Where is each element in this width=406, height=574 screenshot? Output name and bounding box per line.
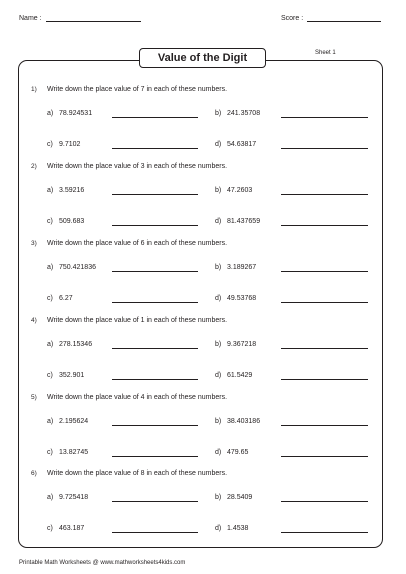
item-number: 13.82745 [59, 449, 89, 456]
item-number: 61.5429 [227, 372, 253, 379]
item-label: b) [215, 110, 222, 117]
item-label: c) [47, 449, 53, 456]
item-label: d) [215, 141, 222, 148]
answer-line[interactable] [281, 117, 368, 118]
item-label: a) [47, 494, 54, 501]
item-label: c) [47, 295, 53, 302]
answer-line[interactable] [112, 348, 198, 349]
question-number: 6) [31, 470, 37, 477]
answer-line[interactable] [112, 117, 198, 118]
item-number: 81.437659 [227, 218, 261, 225]
item-label: b) [215, 418, 222, 425]
item-number: 78.924531 [59, 110, 93, 117]
answer-line[interactable] [112, 148, 198, 149]
question-prompt: Write down the place value of 7 in each of these numbers. [47, 86, 228, 93]
item-label: b) [215, 494, 222, 501]
answer-line[interactable] [281, 532, 368, 533]
question-4 [0, 317, 406, 393]
item-number: 352.901 [59, 372, 85, 379]
question-number: 3) [31, 240, 37, 247]
question-prompt: Write down the place value of 4 in each of these numbers. [47, 394, 228, 401]
sheet-label: Sheet 1 [315, 50, 336, 56]
item-number: 28.5409 [227, 494, 253, 501]
item-number: 54.63817 [227, 141, 257, 148]
item-label: a) [47, 341, 54, 348]
worksheet-title: Value of the Digit [139, 48, 266, 68]
question-2 [0, 163, 406, 239]
item-label: d) [215, 372, 222, 379]
item-label: b) [215, 187, 222, 194]
answer-line[interactable] [281, 148, 368, 149]
name-row [19, 13, 141, 22]
item-label: d) [215, 295, 222, 302]
answer-line[interactable] [281, 302, 368, 303]
item-label: d) [215, 525, 222, 532]
item-label: c) [47, 525, 53, 532]
question-prompt: Write down the place value of 6 in each of these numbers. [47, 240, 228, 247]
item-label: a) [47, 264, 54, 271]
question-5 [0, 394, 406, 470]
answer-line[interactable] [112, 225, 198, 226]
question-prompt: Write down the place value of 1 in each of these numbers. [47, 317, 228, 324]
answer-line[interactable] [112, 532, 198, 533]
item-number: 2.195624 [59, 418, 89, 425]
score-row [281, 13, 381, 22]
item-label: b) [215, 264, 222, 271]
item-label: a) [47, 187, 54, 194]
score-field[interactable] [307, 13, 381, 22]
item-number: 1.4538 [227, 525, 249, 532]
item-number: 278.15346 [59, 341, 93, 348]
question-number: 2) [31, 163, 37, 170]
answer-line[interactable] [281, 456, 368, 457]
item-label: d) [215, 449, 222, 456]
question-number: 5) [31, 394, 37, 401]
item-number: 9.725418 [59, 494, 89, 501]
item-label: c) [47, 218, 53, 225]
item-label: d) [215, 218, 222, 225]
item-number: 38.403186 [227, 418, 261, 425]
item-number: 241.35708 [227, 110, 261, 117]
item-label: c) [47, 372, 53, 379]
answer-line[interactable] [112, 456, 198, 457]
question-number: 4) [31, 317, 37, 324]
item-number: 49.53768 [227, 295, 257, 302]
answer-line[interactable] [112, 302, 198, 303]
footer-credit: Printable Math Worksheets @ www.mathworksheets4kids.com [19, 560, 186, 566]
question-prompt: Write down the place value of 8 in each of these numbers. [47, 470, 228, 477]
answer-line[interactable] [112, 379, 198, 380]
answer-line[interactable] [281, 425, 368, 426]
answer-line[interactable] [281, 379, 368, 380]
item-number: 3.189267 [227, 264, 257, 271]
question-6 [0, 470, 406, 546]
score-label: Score : [281, 15, 304, 22]
answer-line[interactable] [112, 501, 198, 502]
question-3 [0, 240, 406, 316]
item-label: a) [47, 418, 54, 425]
answer-line[interactable] [281, 271, 368, 272]
question-prompt: Write down the place value of 3 in each of these numbers. [47, 163, 228, 170]
item-number: 6.27 [59, 295, 73, 302]
answer-line[interactable] [281, 225, 368, 226]
answer-line[interactable] [112, 425, 198, 426]
item-label: c) [47, 141, 53, 148]
answer-line[interactable] [281, 501, 368, 502]
name-label: Name : [19, 15, 42, 22]
item-number: 463.187 [59, 525, 85, 532]
item-label: b) [215, 341, 222, 348]
question-number: 1) [31, 86, 37, 93]
item-number: 47.2603 [227, 187, 253, 194]
item-number: 9.7102 [59, 141, 81, 148]
item-number: 3.59216 [59, 187, 85, 194]
item-number: 509.683 [59, 218, 85, 225]
question-1 [0, 86, 406, 162]
answer-line[interactable] [281, 348, 368, 349]
name-field[interactable] [46, 13, 141, 22]
item-number: 479.65 [227, 449, 249, 456]
answer-line[interactable] [281, 194, 368, 195]
item-number: 9.367218 [227, 341, 257, 348]
item-label: a) [47, 110, 54, 117]
answer-line[interactable] [112, 194, 198, 195]
item-number: 750.421836 [59, 264, 96, 271]
answer-line[interactable] [112, 271, 198, 272]
